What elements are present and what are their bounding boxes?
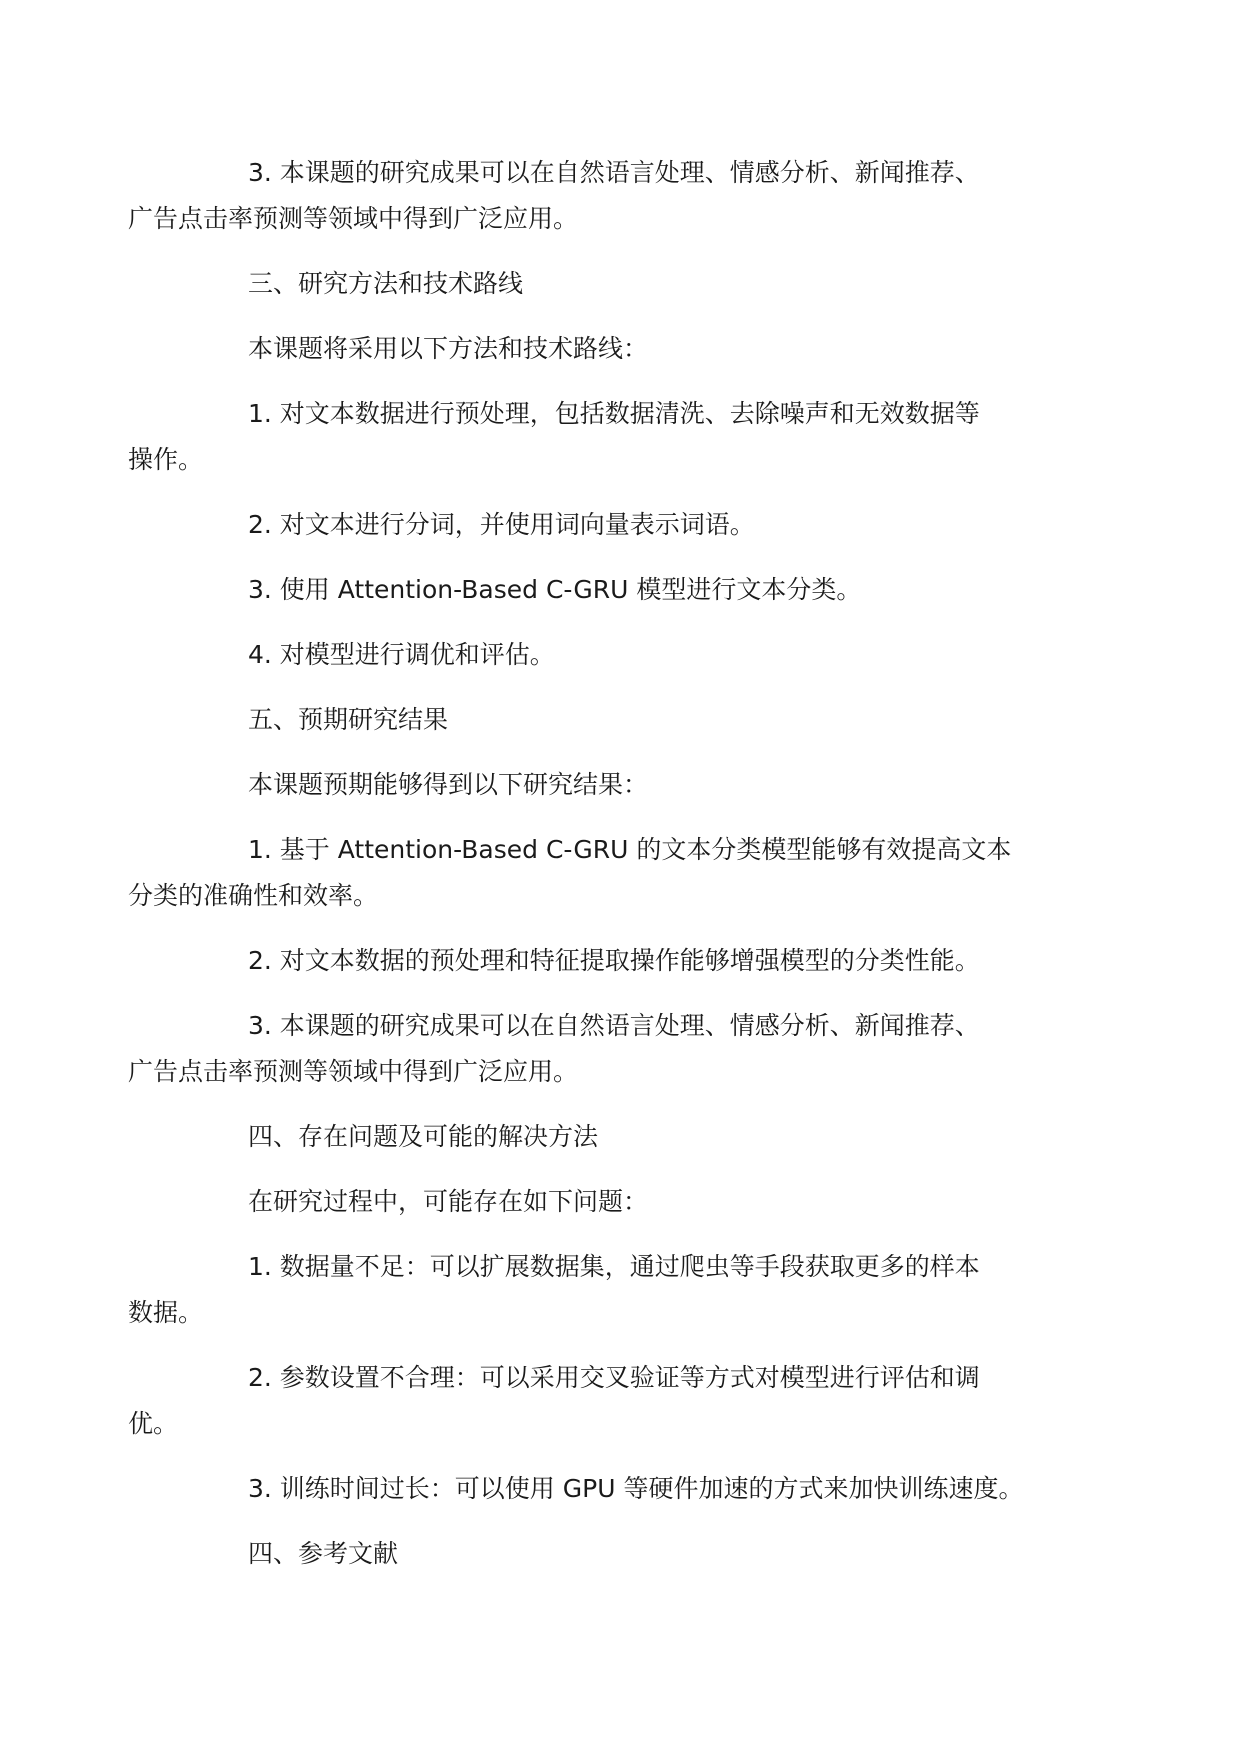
text-line: 3. 使用 Attention-Based C-GRU 模型进行文本分类。 bbox=[248, 575, 862, 604]
list-item-problem-params bbox=[128, 1355, 1068, 1447]
text-line: 本课题将采用以下方法和技术路线： bbox=[248, 334, 649, 363]
document-page bbox=[128, 150, 1068, 1596]
list-item-preprocessing bbox=[128, 391, 1068, 483]
heading-text: 四、存在问题及可能的解决方法 bbox=[248, 1122, 599, 1151]
text-line: 广告点击率预测等领域中得到广泛应用。 bbox=[128, 204, 579, 233]
heading-text: 三、研究方法和技术路线 bbox=[248, 269, 524, 298]
section-heading-methods bbox=[188, 261, 1068, 307]
text-line: 3. 本课题的研究成果可以在自然语言处理、情感分析、新闻推荐、 bbox=[248, 158, 980, 187]
paragraph-problems-intro bbox=[188, 1179, 1068, 1225]
list-item-tokenization bbox=[188, 502, 1068, 548]
paragraph-methods-intro bbox=[188, 326, 1068, 372]
text-line: 2. 参数设置不合理：可以采用交叉验证等方式对模型进行评估和调 bbox=[248, 1363, 980, 1392]
list-item-classification bbox=[188, 567, 1068, 613]
text-line: 数据。 bbox=[128, 1298, 204, 1327]
heading-text: 五、预期研究结果 bbox=[248, 705, 449, 734]
text-line: 在研究过程中，可能存在如下问题： bbox=[248, 1187, 649, 1216]
text-line: 1. 基于 Attention-Based C-GRU 的文本分类模型能够有效提高文本 bbox=[248, 835, 1012, 864]
text-line: 3. 训练时间过长：可以使用 GPU 等硬件加速的方式来加快训练速度。 bbox=[248, 1474, 1024, 1503]
text-line: 优。 bbox=[128, 1409, 179, 1438]
list-item-result-features bbox=[188, 938, 1068, 984]
section-heading-references bbox=[188, 1531, 1068, 1577]
text-line: 2. 对文本进行分词，并使用词向量表示词语。 bbox=[248, 510, 755, 539]
section-heading-expected-results bbox=[188, 697, 1068, 743]
list-item-problem-data bbox=[128, 1244, 1068, 1336]
text-line: 2. 对文本数据的预处理和特征提取操作能够增强模型的分类性能。 bbox=[248, 946, 980, 975]
text-line: 广告点击率预测等领域中得到广泛应用。 bbox=[128, 1057, 579, 1086]
list-item-tuning bbox=[188, 632, 1068, 678]
text-line: 操作。 bbox=[128, 445, 204, 474]
text-line: 本课题预期能够得到以下研究结果： bbox=[248, 770, 649, 799]
paragraph-research-applications bbox=[128, 150, 1068, 242]
list-item-result-accuracy bbox=[128, 827, 1068, 919]
text-line: 1. 对文本数据进行预处理，包括数据清洗、去除噪声和无效数据等 bbox=[248, 399, 980, 428]
text-line: 分类的准确性和效率。 bbox=[128, 881, 379, 910]
heading-text: 四、参考文献 bbox=[248, 1539, 399, 1568]
list-item-result-applications bbox=[128, 1003, 1068, 1095]
section-heading-problems bbox=[188, 1114, 1068, 1160]
list-item-problem-training-time bbox=[188, 1466, 1068, 1512]
paragraph-results-intro bbox=[188, 762, 1068, 808]
text-line: 3. 本课题的研究成果可以在自然语言处理、情感分析、新闻推荐、 bbox=[248, 1011, 980, 1040]
text-line: 1. 数据量不足：可以扩展数据集，通过爬虫等手段获取更多的样本 bbox=[248, 1252, 980, 1281]
text-line: 4. 对模型进行调优和评估。 bbox=[248, 640, 555, 669]
